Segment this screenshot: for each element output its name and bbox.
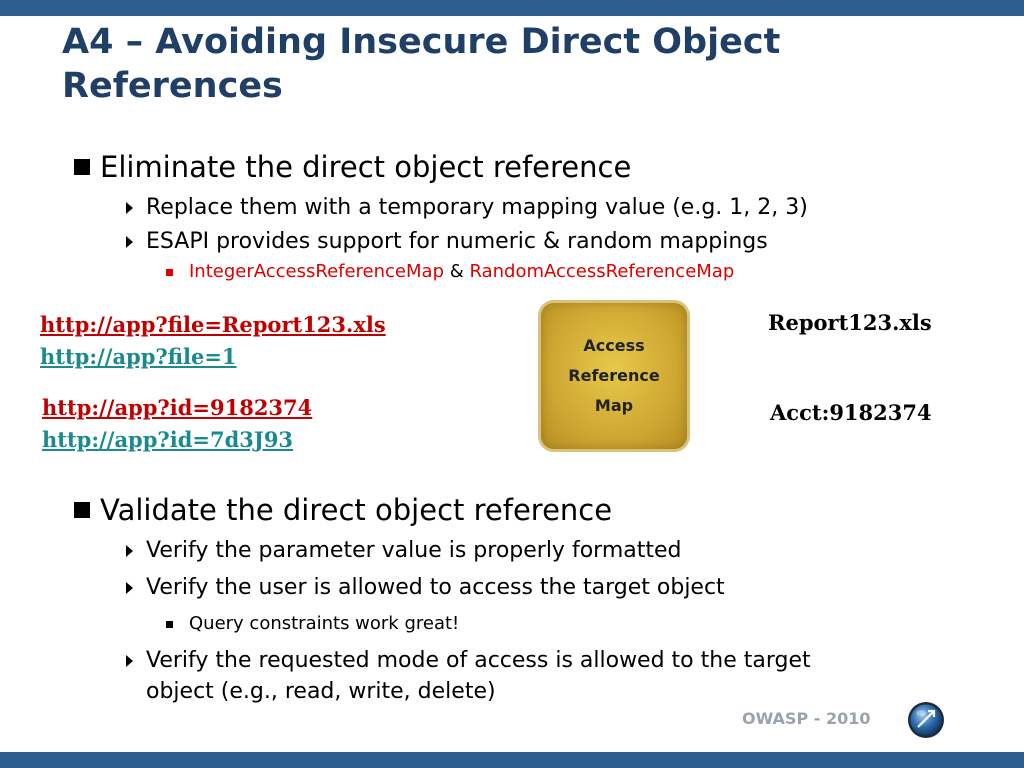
- triangle-bullet-icon: [126, 236, 133, 248]
- subbullet-format: [146, 537, 681, 565]
- owasp-globe-logo-icon: [906, 700, 946, 740]
- map-label-line: Reference: [568, 366, 660, 385]
- subbullet-mode-continued: [146, 678, 496, 706]
- triangle-bullet-icon: [126, 582, 133, 594]
- slide-title: A4 – Avoiding Insecure Direct Object References: [62, 22, 781, 106]
- map-label-line: Map: [594, 396, 634, 415]
- bullet-text: Eliminate the direct object reference: [100, 150, 632, 184]
- link-file-report[interactable]: http://app?file=Report123.xls: [40, 312, 386, 337]
- subsubbullet-query: [189, 612, 459, 636]
- subbullet-text: Replace them with a temporary mapping value (e.g. 1, 2, 3): [146, 195, 808, 220]
- square-bullet-icon: [166, 269, 173, 276]
- triangle-bullet-icon: [126, 202, 133, 214]
- subbullet-text: object (e.g., read, write, delete): [146, 679, 496, 704]
- triangle-bullet-icon: [126, 545, 133, 557]
- subbullet-text: Verify the user is allowed to access the target object: [146, 575, 725, 600]
- subbullet-allowed: [146, 574, 725, 602]
- triangle-bullet-icon: [126, 655, 133, 667]
- map-label-line: Access: [583, 336, 645, 355]
- subbullet-text: ESAPI provides support for numeric & random mappings: [146, 229, 768, 254]
- target-report-file: Report123.xls: [768, 310, 932, 335]
- integer-map-label: IntegerAccessReferenceMap: [189, 261, 444, 282]
- link-file-1[interactable]: http://app?file=1: [40, 344, 237, 369]
- bullet-eliminate: [74, 150, 631, 184]
- square-bullet-icon: [74, 502, 90, 518]
- bullet-text: Validate the direct object reference: [100, 493, 613, 527]
- subbullet-text: Verify the parameter value is properly formatted: [146, 538, 682, 563]
- subsubbullet-maps: [189, 260, 734, 284]
- access-reference-map-box: [538, 300, 690, 452]
- bottom-bar: [0, 752, 1024, 768]
- subbullet-mode: [146, 647, 811, 675]
- footer-owasp-text: OWASP - 2010: [742, 709, 871, 728]
- bullet-validate: [74, 493, 612, 527]
- joiner-text: &: [444, 261, 470, 282]
- square-bullet-icon: [166, 621, 173, 628]
- link-id-9182374[interactable]: http://app?id=9182374: [42, 395, 313, 420]
- link-id-7d3j93[interactable]: http://app?id=7d3J93: [42, 427, 294, 452]
- subbullet-text: Verify the requested mode of access is allowed to the target: [146, 648, 811, 673]
- random-map-label: RandomAccessReferenceMap: [469, 261, 735, 282]
- top-bar: [0, 0, 1024, 16]
- subsubbullet-text: Query constraints work great!: [189, 613, 460, 634]
- subbullet-replace: [146, 194, 808, 222]
- subbullet-esapi: [146, 228, 768, 256]
- target-account: Acct:9182374: [770, 400, 932, 425]
- square-bullet-icon: [74, 159, 90, 175]
